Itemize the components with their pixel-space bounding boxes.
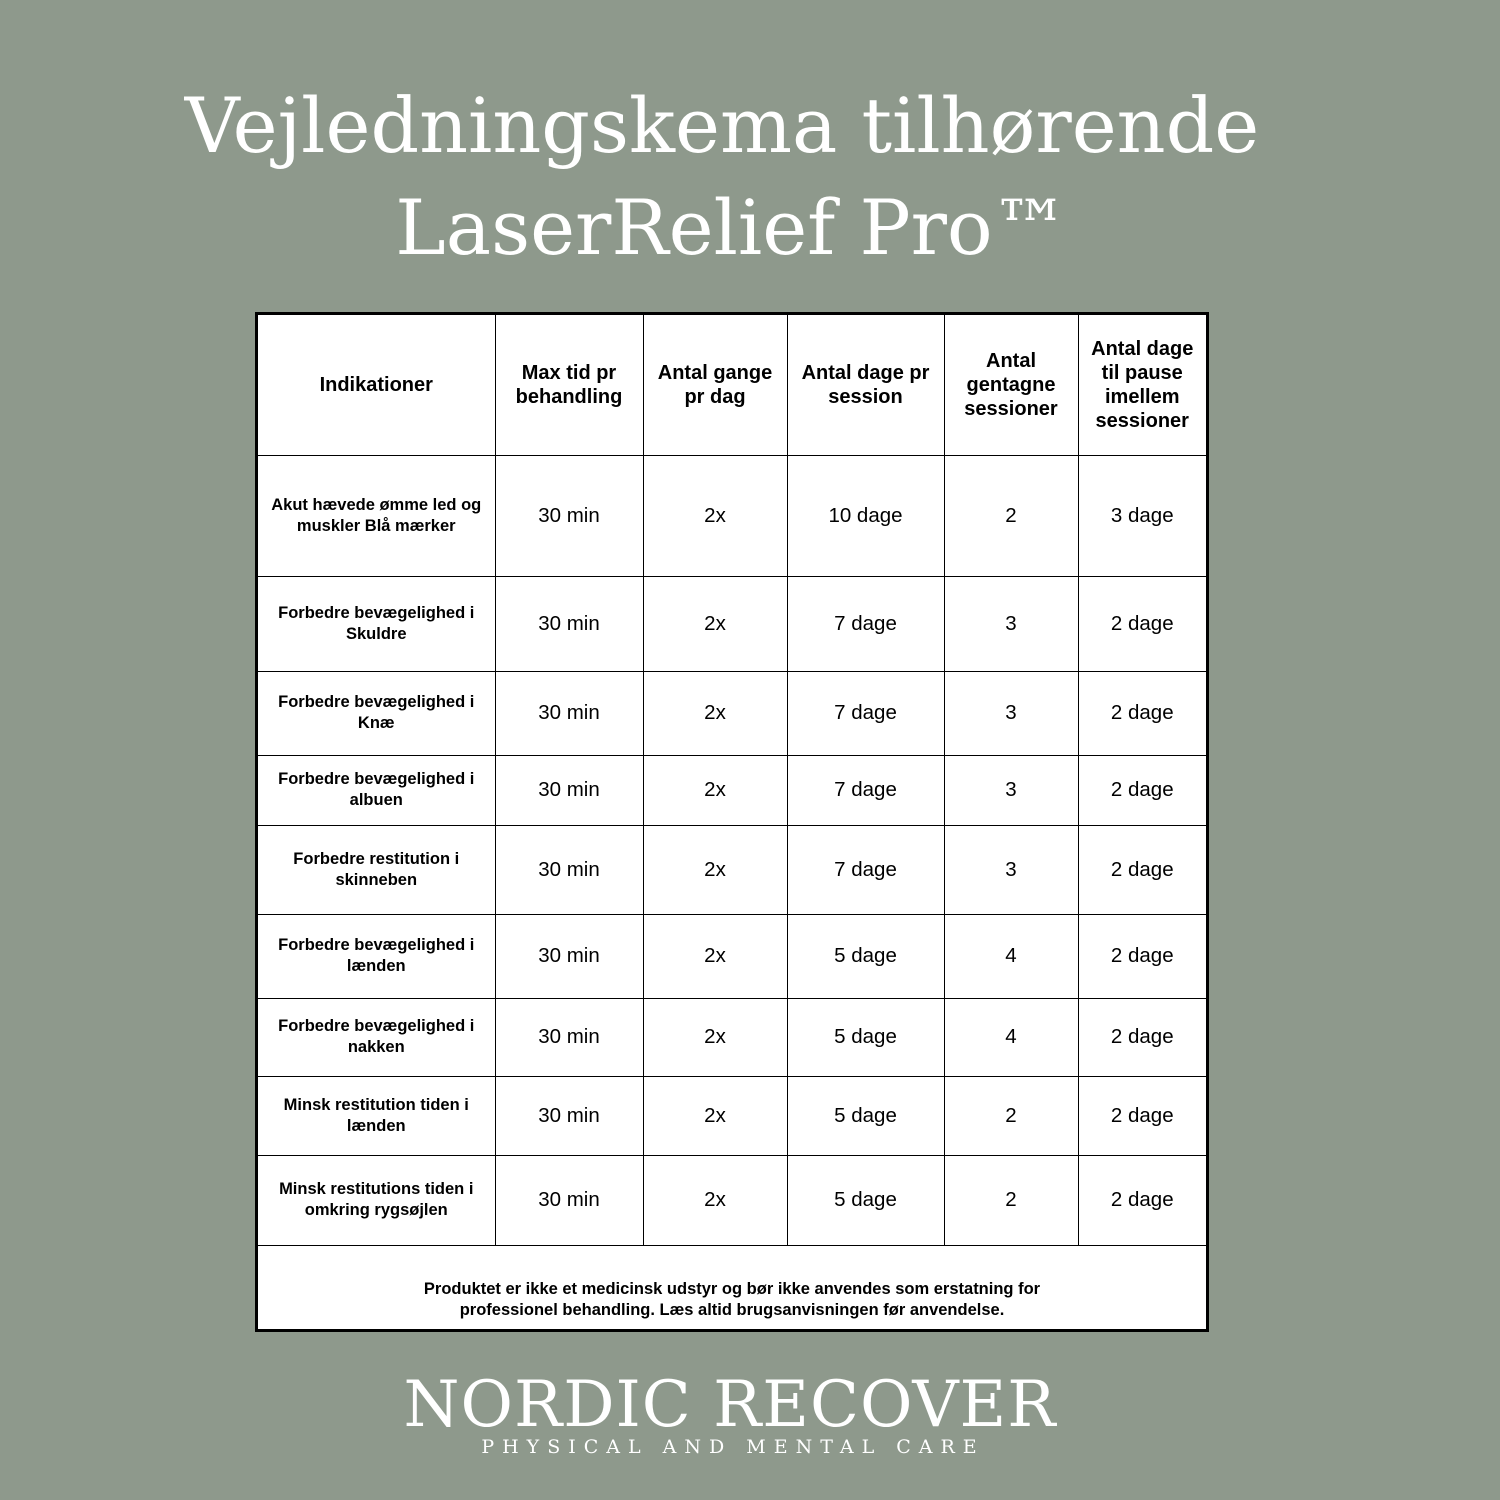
header-pause-dage: Antal dage til pause imellem sessioner bbox=[1078, 315, 1206, 455]
sessions-cell: 3 bbox=[944, 825, 1078, 914]
sessions-cell: 2 bbox=[944, 1076, 1078, 1155]
page-title-line-1: Vejledningskema tilhørende bbox=[184, 81, 1260, 170]
pause-days-cell: 2 dage bbox=[1078, 671, 1206, 755]
per-day-cell: 2x bbox=[643, 825, 787, 914]
brand-logo-name: NORDIC RECOVER bbox=[403, 1368, 1057, 1442]
pause-days-cell: 2 dage bbox=[1078, 998, 1206, 1076]
days-per-session-cell: 5 dage bbox=[787, 914, 944, 998]
per-day-cell: 2x bbox=[643, 1155, 787, 1245]
pause-days-cell: 2 dage bbox=[1078, 1076, 1206, 1155]
table-row bbox=[258, 1076, 1206, 1155]
indication-cell: Forbedre bevægelighed i lænden bbox=[258, 914, 495, 998]
max-time-cell: 30 min bbox=[495, 914, 643, 998]
max-time-cell: 30 min bbox=[495, 455, 643, 576]
indication-cell: Akut hævede ømme led og muskler Blå mærker bbox=[258, 455, 495, 576]
indication-cell: Minsk restitution tiden i lænden bbox=[258, 1076, 495, 1155]
sessions-cell: 4 bbox=[944, 998, 1078, 1076]
indication-cell: Forbedre bevægelighed i Skuldre bbox=[258, 576, 495, 671]
days-per-session-cell: 5 dage bbox=[787, 1155, 944, 1245]
header-gentagne-sessioner: Antal gentagne sessioner bbox=[944, 315, 1078, 455]
max-time-cell: 30 min bbox=[495, 671, 643, 755]
indication-cell: Minsk restitutions tiden i omkring rygsøjlen bbox=[258, 1155, 495, 1245]
max-time-cell: 30 min bbox=[495, 755, 643, 825]
indication-cell: Forbedre restitution i skinneben bbox=[258, 825, 495, 914]
max-time-cell: 30 min bbox=[495, 1155, 643, 1245]
table-row bbox=[258, 1155, 1206, 1245]
days-per-session-cell: 7 dage bbox=[787, 825, 944, 914]
pause-days-cell: 3 dage bbox=[1078, 455, 1206, 576]
max-time-cell: 30 min bbox=[495, 576, 643, 671]
pause-days-cell: 2 dage bbox=[1078, 576, 1206, 671]
disclaimer-line-2: professionel behandling. Læs altid brugsanvisningen før anvendelse. bbox=[459, 1301, 1005, 1319]
indication-cell: Forbedre bevægelighed i nakken bbox=[258, 998, 495, 1076]
guidance-table bbox=[258, 315, 1206, 1246]
table-row bbox=[258, 825, 1206, 914]
days-per-session-cell: 7 dage bbox=[787, 755, 944, 825]
per-day-cell: 2x bbox=[643, 755, 787, 825]
pause-days-cell: 2 dage bbox=[1078, 914, 1206, 998]
header-antal-dage: Antal dage pr session bbox=[787, 315, 944, 455]
sessions-cell: 3 bbox=[944, 576, 1078, 671]
days-per-session-cell: 5 dage bbox=[787, 1076, 944, 1155]
sessions-cell: 2 bbox=[944, 455, 1078, 576]
indication-cell: Forbedre bevægelighed i albuen bbox=[258, 755, 495, 825]
max-time-cell: 30 min bbox=[495, 998, 643, 1076]
indication-cell: Forbedre bevægelighed i Knæ bbox=[258, 671, 495, 755]
days-per-session-cell: 5 dage bbox=[787, 998, 944, 1076]
days-per-session-cell: 7 dage bbox=[787, 576, 944, 671]
brand-tagline: PHYSICAL AND MENTAL CARE bbox=[481, 1436, 985, 1458]
per-day-cell: 2x bbox=[643, 914, 787, 998]
disclaimer-line-1: Produktet er ikke et medicinsk udstyr og bør ikke anvendes som erstatning for bbox=[423, 1280, 1041, 1298]
per-day-cell: 2x bbox=[643, 455, 787, 576]
sessions-cell: 3 bbox=[944, 671, 1078, 755]
header-antal-gange: Antal gange pr dag bbox=[643, 315, 787, 455]
pause-days-cell: 2 dage bbox=[1078, 825, 1206, 914]
days-per-session-cell: 10 dage bbox=[787, 455, 944, 576]
max-time-cell: 30 min bbox=[495, 1076, 643, 1155]
table-row bbox=[258, 671, 1206, 755]
max-time-cell: 30 min bbox=[495, 825, 643, 914]
sessions-cell: 3 bbox=[944, 755, 1078, 825]
header-indikationer: Indikationer bbox=[258, 315, 495, 455]
table-row bbox=[258, 914, 1206, 998]
guidance-table-card bbox=[255, 312, 1209, 1332]
header-max-tid: Max tid pr behandling bbox=[495, 315, 643, 455]
days-per-session-cell: 7 dage bbox=[787, 671, 944, 755]
table-header-row bbox=[258, 315, 1206, 455]
sessions-cell: 4 bbox=[944, 914, 1078, 998]
table-row bbox=[258, 576, 1206, 671]
table-row bbox=[258, 998, 1206, 1076]
sessions-cell: 2 bbox=[944, 1155, 1078, 1245]
per-day-cell: 2x bbox=[643, 998, 787, 1076]
per-day-cell: 2x bbox=[643, 1076, 787, 1155]
disclaimer bbox=[258, 1245, 1206, 1329]
pause-days-cell: 2 dage bbox=[1078, 755, 1206, 825]
page-title-line-2: LaserRelief Pro™ bbox=[395, 183, 1069, 272]
table-row bbox=[258, 455, 1206, 576]
per-day-cell: 2x bbox=[643, 671, 787, 755]
table-row bbox=[258, 755, 1206, 825]
per-day-cell: 2x bbox=[643, 576, 787, 671]
pause-days-cell: 2 dage bbox=[1078, 1155, 1206, 1245]
